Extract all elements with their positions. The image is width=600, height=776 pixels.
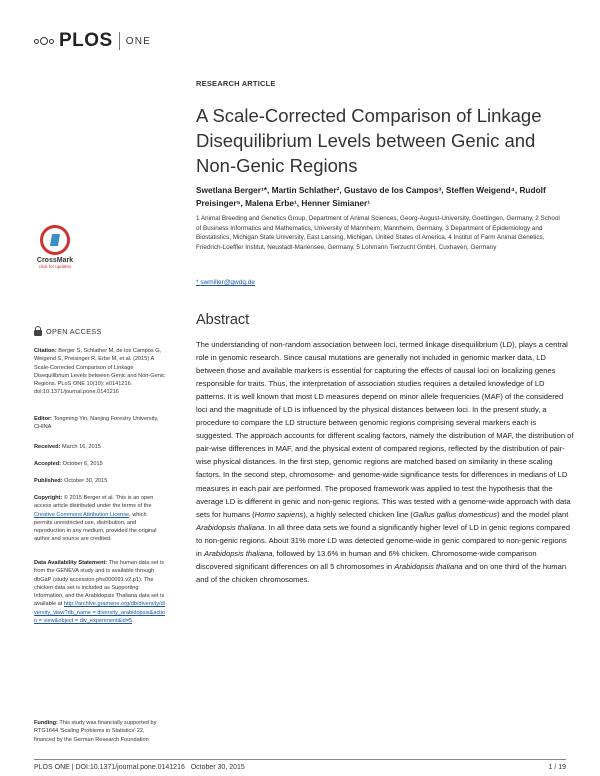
- data-url-link[interactable]: http://archive.gramene.org/db/diversity/diversity_view?db_name = diversity_arabidopsis&action = view&object = div_experiment&id=5: [34, 601, 166, 625]
- accepted-label: Accepted:: [34, 461, 62, 467]
- logo-text: PLOS: [59, 30, 113, 51]
- abstract-text: , followed by 13.6% in human and 6% chicken. Chromosome-wide comparison discovered significant differences on all 5 chromosomes in: [196, 548, 537, 571]
- editor-text: Tongming Yin, Nanjing Forestry University, CHINA: [34, 416, 159, 431]
- affiliations: 1 Animal Breeding and Genetics Group, Department of Animal Sciences, Georg-August-University, Goettingen, Germany, 2 School of Business Informatics and Mathematics, University of Mannheim, Mannheim, Germany, 3 Department of Epidemiology and Biostatistics, Michigan State University, East Lansing, Michigan, United States of America, 4 Institut of Farm Animal Genetics, Friedrich-Loeffler Institut, Neustadt-Mariensee, Germany, 5 Lohmann Tierzucht GmbH, Cuxhaven, Germany: [196, 215, 560, 252]
- species-name: Homo sapiens: [254, 509, 304, 519]
- species-name: Arabidopsis thaliana: [394, 561, 463, 571]
- editor-label: Editor:: [34, 416, 53, 422]
- species-name: Gallus gallus domesticus: [412, 509, 497, 519]
- abstract-text: ), a highly selected chicken line (: [303, 509, 413, 519]
- received-label: Received:: [34, 444, 61, 450]
- footer-divider: [34, 759, 566, 760]
- copyright-label: Copyright:: [34, 495, 63, 501]
- published-block: [34, 477, 166, 485]
- abstract-body: [196, 338, 574, 586]
- funding-text: This study was financially supported by RTG1644 'Scaling Problems in Statistics' 22, financed by the German Research Foundation: [34, 720, 157, 743]
- open-access-badge: [34, 326, 102, 336]
- logo-divider: [119, 32, 120, 50]
- citation-text: Berger S, Schlather M, de los Campos G, Weigend S, Preisinger R, Erbe M, et al. (2015) A Scale-Corrected Comparison of Linkage Disequilibrium Levels between Genic and Non-Genic Regions. PLoS ONE 10(10): e0141216. doi:10.1371/journal.pone.0141216: [34, 348, 165, 396]
- abstract-text: ) and the model plant: [496, 509, 569, 519]
- accepted-block: [34, 460, 166, 468]
- plos-logo-icon: [34, 37, 55, 45]
- crossmark-icon: [40, 225, 70, 255]
- citation-label: Citation:: [34, 348, 57, 354]
- page-number: 1 / 19: [548, 764, 566, 771]
- data-availability-text: The human data set is from the GENEVA study and is available through dbGaP (study accession phs000091.v2.p1). The chicken data set is included as Supporting Information, and the Arabidopsis Thaliana data set is available at: [34, 560, 165, 608]
- funding-label: Funding:: [34, 720, 58, 726]
- citation-block: [34, 347, 166, 397]
- published-date: October 30, 2015: [64, 478, 108, 484]
- email-text: swmiller@gwdg.de: [200, 279, 255, 286]
- crossmark-label: CrossMark: [36, 257, 74, 264]
- funding-block: [34, 719, 166, 744]
- editor-block: [34, 415, 166, 432]
- footer-citation: PLOS ONE | DOI:10.1371/journal.pone.0141216 October 30, 2015: [34, 764, 245, 771]
- journal-logo[interactable]: [34, 30, 151, 52]
- data-availability-end: .: [132, 618, 134, 625]
- data-availability-block: [34, 559, 166, 625]
- abstract-text: . In all three data sets we found a significantly higher level of LD in genic regions compared to non-genic regions. About 31% more LD was detected genome-wide in genic compared to non-genic regions in: [196, 522, 571, 558]
- crossmark-sub: click for updates: [38, 264, 72, 269]
- author-list: Swetlana Berger¹*, Martin Schlather², Gustavo de los Campos³, Steffen Weigend⁴, Rudolf Preisinger⁵, Malena Erbe¹, Henner Simianer¹: [196, 185, 546, 208]
- published-label: Published:: [34, 478, 63, 484]
- license-link[interactable]: Creative Commons Attribution License: [34, 511, 130, 518]
- received-date: March 16, 2015: [62, 444, 101, 450]
- copyright-block: [34, 494, 166, 544]
- copyright-text: © 2015 Berger et al. This is an open access article distributed under the terms of the: [34, 495, 154, 510]
- received-block: [34, 443, 166, 451]
- open-access-label: OPEN ACCESS: [46, 326, 102, 336]
- article-title: A Scale-Corrected Comparison of Linkage Disequilibrium Levels between Genic and Non-Genic Regions: [196, 105, 542, 176]
- logo-subtitle: ONE: [125, 35, 152, 47]
- accepted-date: October 6, 2015: [62, 461, 103, 467]
- abstract-text: and on one third of the human and of the chicken chromosomes.: [196, 561, 567, 584]
- abstract-text: The understanding of non-random association between loci, termed linkage disequilibrium (LD), plays a central role in genomic research. Since causal mutations are generally not included in genomic marker data, LD between those and available markers is essential for capturing the effects of causal loci on localizing genes responsible for traits. Thus, the interpretation of association studies requires a detailed knowledge of LD patterns. It is well known that most LD measures depend on minor allele frequencies (MAF) of the considered loci and the magnitude of LD is influenced by the physical distances between loci. In the present study, a procedure to compare the LD structure between genomic regions comprising several markers each is suggested. The approach accounts for different scaling factors, namely the distribution of MAF, the distribution of pair-wise differences in MAF, and the physical extent of compared regions, reflected by the distribution of pair-wise physical distances. In the first step, genomic regions are matched based on similarity in these scaling factors. In the second step, chromosome- and genome-wide significance tests for differences in medians of LD measures in each pair are performed. The proposed framework was applied to test the hypothesis that the average LD is different in genic and non-genic regions. This was tested with a genome-wide approach with data sets for humans (: [196, 340, 574, 519]
- article-type: RESEARCH ARTICLE: [196, 79, 276, 88]
- corresponding-email-link[interactable]: * swmiller@gwdg.de: [196, 279, 255, 286]
- crossmark-badge[interactable]: [34, 225, 76, 269]
- abstract-heading: Abstract: [196, 312, 250, 328]
- copyright-text-2: , which permits unrestricted use, distribution, and reproduction in any medium, provided the original author and source are credited.: [34, 511, 157, 543]
- open-lock-icon: [34, 326, 42, 336]
- species-name: Arabidopsis thaliana: [196, 522, 265, 532]
- data-availability-label: Data Availability Statement:: [34, 560, 108, 566]
- species-name: Arabidopsis thaliana: [204, 548, 273, 558]
